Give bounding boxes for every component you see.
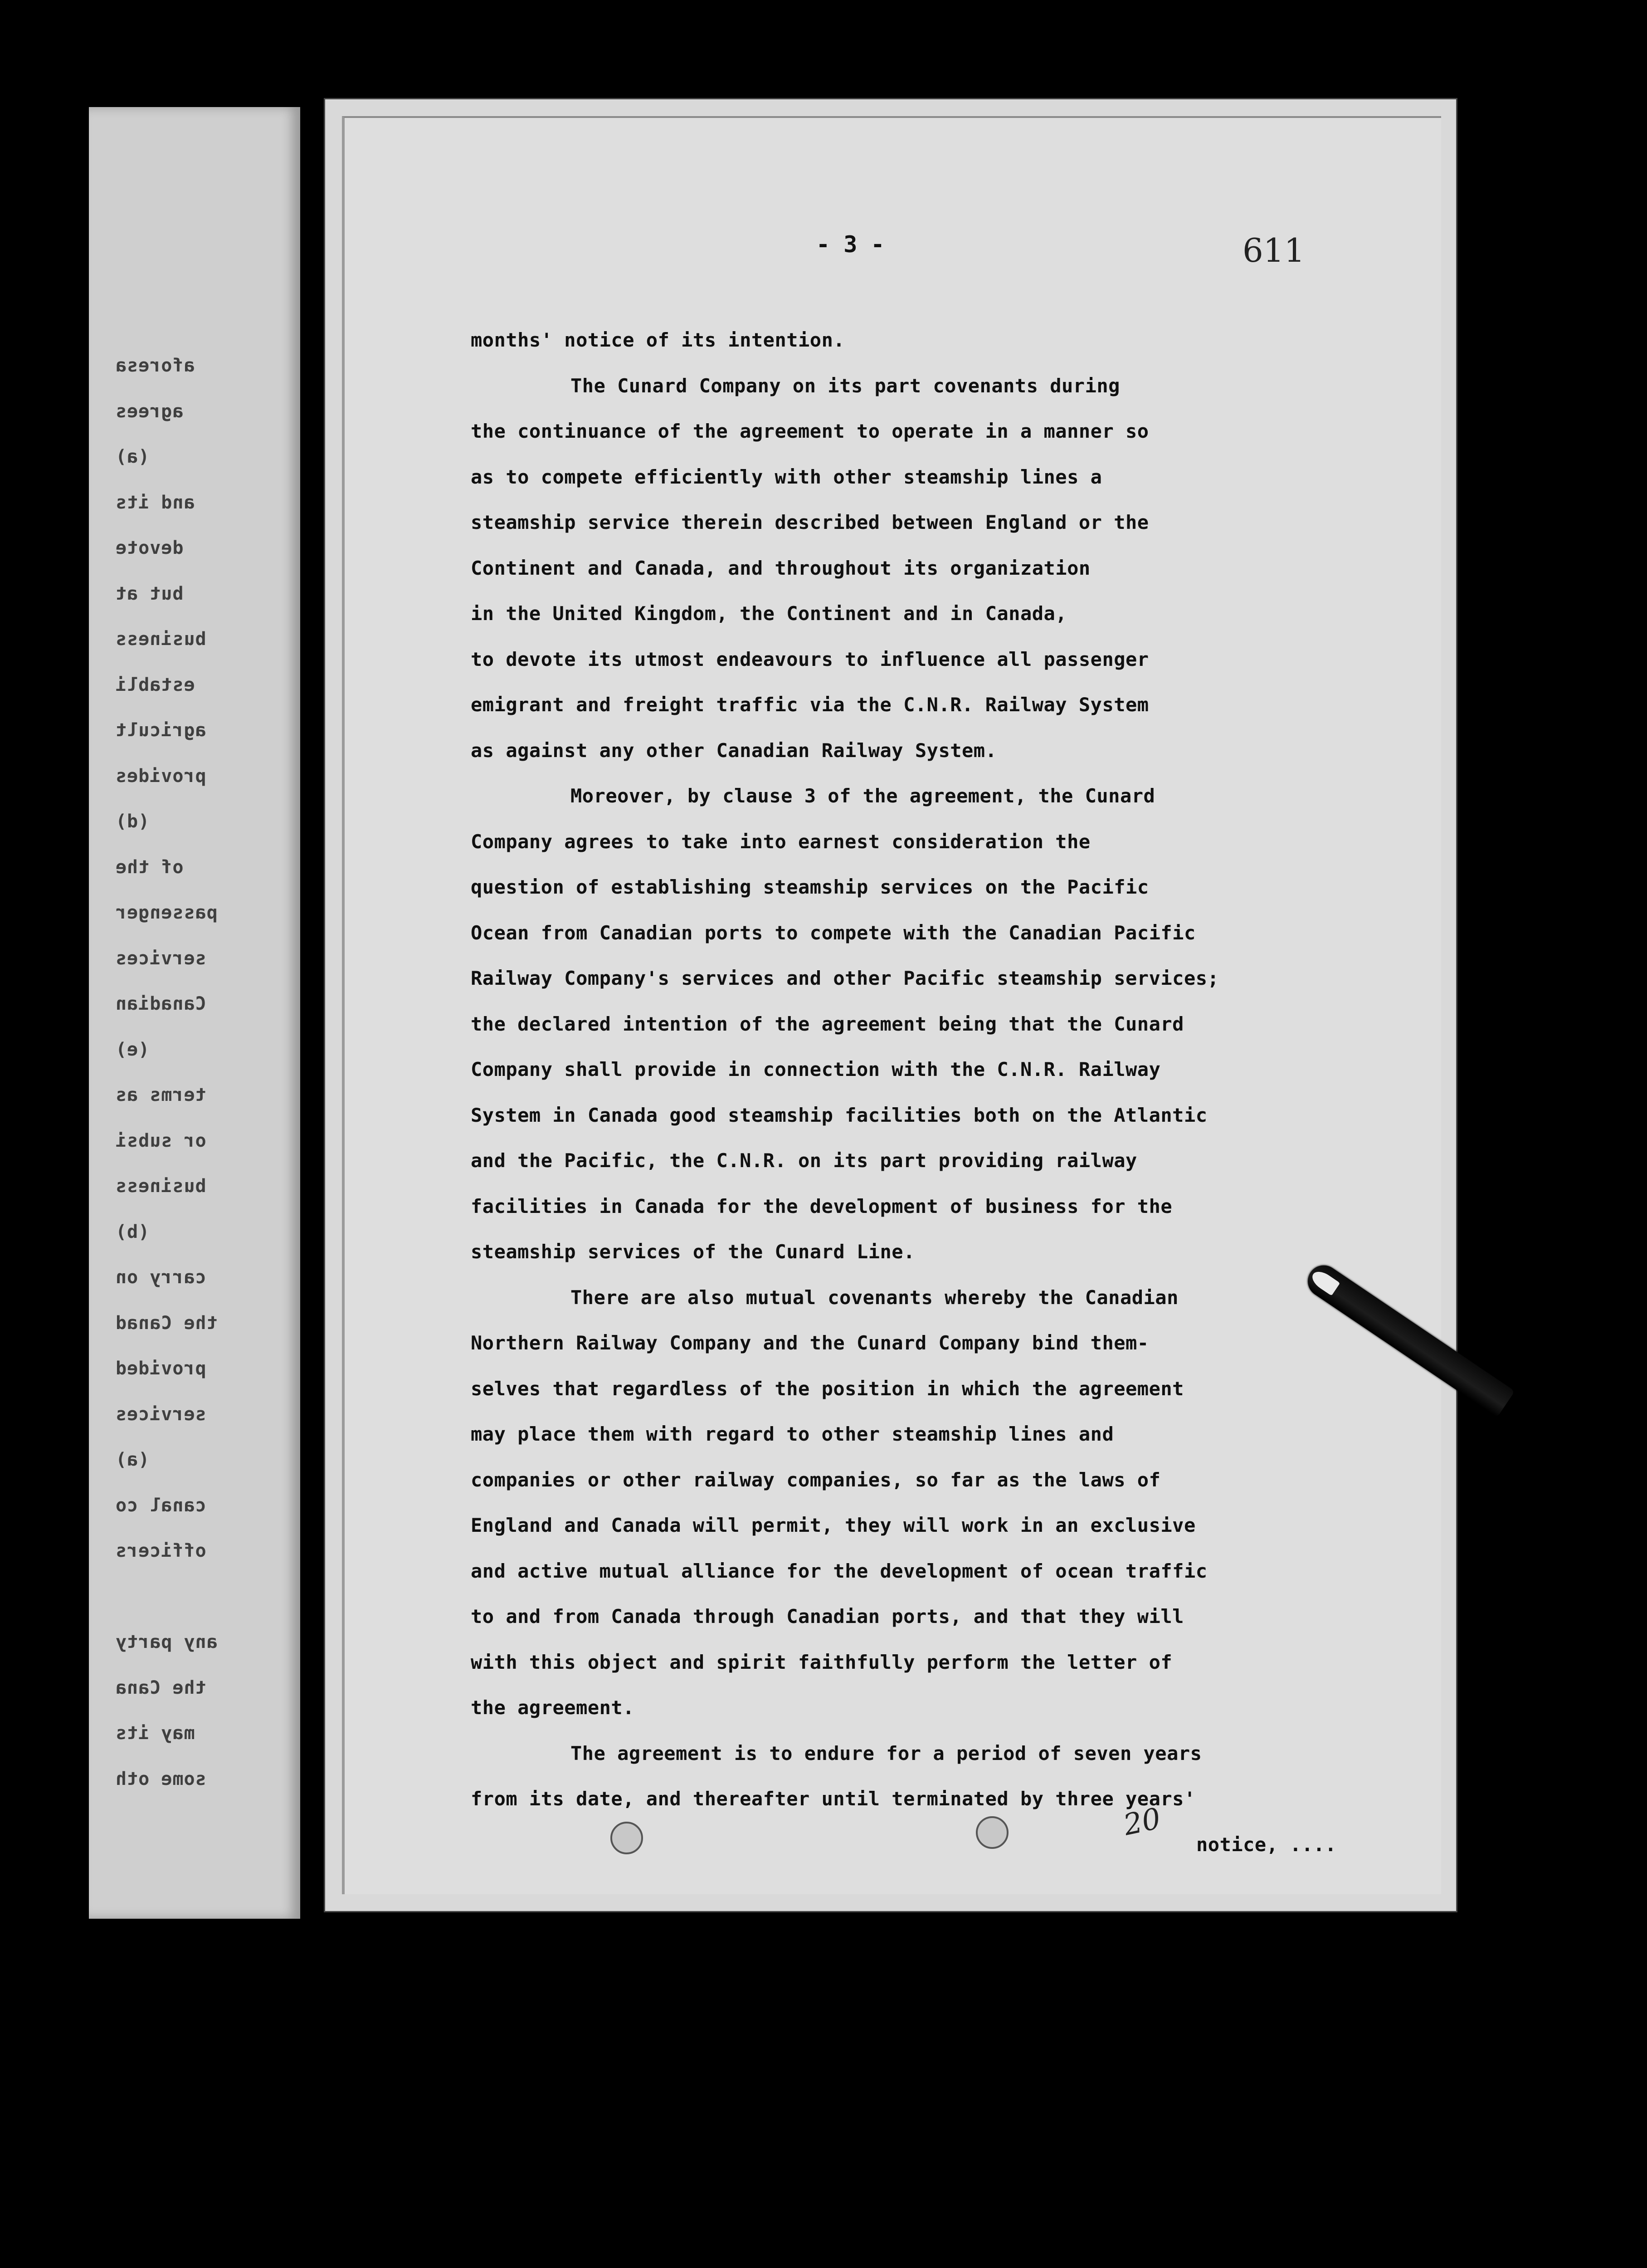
text-line: and active mutual alliance for the development of ocean traffic: [471, 1559, 1208, 1582]
punch-hole: [610, 1822, 643, 1854]
text-line: question of establishing steamship services on the Pacific: [471, 876, 1149, 898]
left-page-line: terms as: [115, 1085, 206, 1105]
left-page-line: (a): [115, 446, 150, 467]
text-line: Company shall provide in connection with the C.N.R. Railway: [471, 1058, 1161, 1080]
text-line: Ocean from Canadian ports to compete with the Canadian Pacific: [471, 921, 1196, 944]
text-line: facilities in Canada for the development of business for the: [471, 1195, 1173, 1217]
text-line: from its date, and thereafter until terminated by three years': [471, 1788, 1196, 1810]
text-line: steamship services of the Cunard Line.: [471, 1241, 915, 1263]
left-page-line: devote: [115, 538, 184, 558]
left-page-line: of the: [115, 856, 184, 878]
left-page-line: provides: [115, 765, 206, 787]
text-line: may place them with regard to other steamship lines and: [471, 1423, 1114, 1445]
left-page-line: (e): [115, 1039, 150, 1060]
text-line: with this object and spirit faithfully perform the letter of: [471, 1651, 1173, 1673]
left-page-line: and its: [115, 492, 195, 513]
left-page-line: canal co: [115, 1495, 206, 1516]
left-page-line: services: [115, 1403, 206, 1425]
text-line: Northern Railway Company and the Cunard Company bind them-: [471, 1332, 1149, 1354]
text-line: in the United Kingdom, the Continent and in Canada,: [471, 602, 1067, 625]
page-number: - 3 -: [816, 231, 885, 258]
left-page-line: agrees: [115, 401, 184, 422]
left-page-line: officers: [115, 1540, 206, 1561]
left-page-line: (a): [115, 1449, 150, 1470]
left-page-line: services: [115, 948, 206, 969]
text-line: Continent and Canada, and throughout its organization: [471, 557, 1091, 579]
left-page-line: aforesa: [115, 355, 195, 376]
text-line: the agreement.: [471, 1696, 635, 1719]
text-line: System in Canada good steamship facilities both on the Atlantic: [471, 1104, 1208, 1126]
left-page-line: (b): [115, 1221, 150, 1242]
left-page-line: may its: [115, 1723, 195, 1744]
folio-number: 611: [1243, 231, 1305, 269]
body-text: [471, 318, 1387, 1867]
left-page-line: business: [115, 1176, 206, 1197]
left-page-line: the Cana: [115, 1677, 206, 1698]
text-line: England and Canada will permit, they will work in an exclusive: [471, 1514, 1196, 1536]
left-page-line: agricult: [115, 720, 206, 741]
text-line: the declared intention of the agreement being that the Cunard: [471, 1012, 1184, 1035]
text-line: Company agrees to take into earnest consideration the: [471, 830, 1091, 853]
left-page-line: the Canad: [115, 1312, 218, 1334]
left-page-line: some oth: [115, 1768, 206, 1789]
text-line: Railway Company's services and other Pacific steamship services;: [471, 967, 1219, 989]
left-page-line: (d): [115, 811, 150, 832]
text-line: There are also mutual covenants whereby the Canadian: [570, 1286, 1179, 1309]
left-page-fragment: [89, 107, 300, 1919]
document-page: [324, 98, 1457, 1912]
left-page-line: carry on: [115, 1267, 206, 1288]
text-line: to devote its utmost endeavours to influence all passenger: [471, 648, 1149, 670]
left-page-line: Canadian: [115, 993, 206, 1014]
left-page-line: establi: [115, 674, 195, 695]
left-page-line: provided: [115, 1358, 206, 1379]
text-line: selves that regardless of the position in which the agreement: [471, 1377, 1184, 1400]
page-sheet: [342, 116, 1441, 1894]
text-line: to and from Canada through Canadian ports, and that they will: [471, 1605, 1184, 1628]
text-line: months' notice of its intention.: [471, 329, 845, 351]
left-page-line: [115, 1574, 297, 1620]
text-line: and the Pacific, the C.N.R. on its part providing railway: [471, 1149, 1137, 1172]
left-page-lines: [115, 343, 297, 1802]
text-line: The Cunard Company on its part covenants during: [570, 374, 1120, 397]
left-page-line: any party: [115, 1632, 218, 1652]
text-line: companies or other railway companies, so far as the laws of: [471, 1468, 1161, 1491]
handwritten-number: 20: [1121, 1802, 1164, 1843]
left-page-line: business: [115, 629, 206, 650]
text-line: The agreement is to endure for a period of seven years: [570, 1742, 1202, 1765]
text-line: Moreover, by clause 3 of the agreement, the Cunard: [570, 785, 1155, 807]
punch-hole: [976, 1816, 1009, 1849]
text-line: as against any other Canadian Railway System.: [471, 739, 997, 762]
left-page-line: but at: [115, 583, 184, 604]
left-page-line: or subsi: [115, 1130, 206, 1151]
text-line: as to compete efficiently with other steamship lines a: [471, 465, 1102, 488]
text-line: the continuance of the agreement to operate in a manner so: [471, 420, 1149, 442]
left-page-line: passenger: [115, 902, 218, 923]
text-line-continuation: notice, ....: [1196, 1833, 1337, 1856]
text-line: steamship service therein described between England or the: [471, 511, 1149, 533]
text-line: emigrant and freight traffic via the C.N.R. Railway System: [471, 694, 1149, 716]
